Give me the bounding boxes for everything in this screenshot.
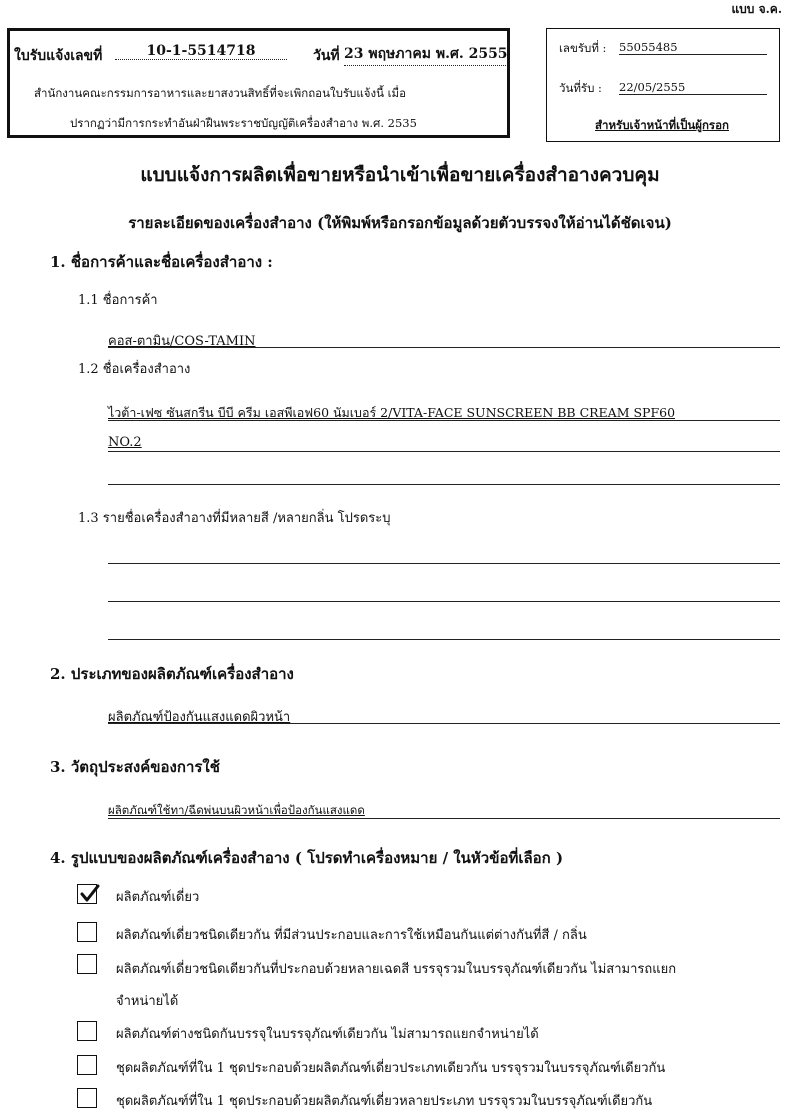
received-date-label: วันที่รับ : [559, 81, 602, 95]
section-2-heading: 2. ประเภทของผลิตภัณฑ์เครื่องสำอาง [50, 665, 294, 683]
product-type-line [108, 723, 780, 724]
receipt-number-label: ใบรับแจ้งเลขที่ [14, 48, 103, 64]
officer-box [546, 28, 780, 142]
product-name-label: 1.2 ชื่อเครื่องสำอาง [78, 362, 191, 377]
section-1-heading: 1. ชื่อการค้าและชื่อเครื่องสำอาง : [50, 253, 273, 271]
form-subtitle: รายละเอียดของเครื่องสำอาง (ให้พิมพ์หรือกรอกข้อมูลด้วยตัวบรรจงให้อ่านได้ชัดเจน) [128, 214, 672, 232]
product-name-line2 [108, 451, 780, 452]
option-same-type-color-scent-checkbox[interactable] [77, 922, 97, 942]
trade-name-line [108, 347, 780, 348]
officer-only-note: สำหรับเจ้าหน้าที่เป็นผู้กรอก [595, 118, 729, 132]
revocation-note-line1: สำนักงานคณะกรรมการอาหารและยาสงวนสิทธิ์ที่จะเพิกถอนใบรับแจ้งนี้ เมื่อ [34, 86, 407, 100]
option-different-types-label: ผลิตภัณฑ์ต่างชนิดกันบรรจุในบรรจุภัณฑ์เดียวกัน ไม่สามารถแยกจำหน่ายได้ [116, 1027, 539, 1042]
product-name-line1 [108, 420, 780, 421]
product-name-line3 [108, 484, 780, 485]
option-multi-shade-label: ผลิตภัณฑ์เดี่ยวชนิดเดียวกันที่ประกอบด้วยหลายเฉดสี บรรจุรวมในบรรจุภัณฑ์เดียวกัน ไม่สามารถแยก [116, 962, 677, 977]
registration-number-value: 55055485 [619, 40, 767, 55]
option-set-multi-type-label: ชุดผลิตภัณฑ์ที่ใน 1 ชุดประกอบด้วยผลิตภัณฑ์เดี่ยวหลายประเภท บรรจุรวมในบรรจุภัณฑ์เดียวกัน [116, 1094, 653, 1109]
trade-name-label: 1.1 ชื่อการค้า [78, 293, 158, 308]
option-set-same-type-label: ชุดผลิตภัณฑ์ที่ใน 1 ชุดประกอบด้วยผลิตภัณฑ์เดี่ยวประเภทเดียวกัน บรรจุรวมในบรรจุภัณฑ์เดียวกัน [116, 1061, 666, 1076]
option-different-types-checkbox[interactable] [77, 1021, 97, 1041]
product-name-value-line1: ไวต้า-เฟซ ซันสกรีน บีบี ครีม เอสพีเอฟ60 นัมเบอร์ 2/VITA-FACE SUNSCREEN BB CREAM SPF60 [108, 405, 676, 420]
form-title: แบบแจ้งการผลิตเพื่อขายหรือนำเข้าเพื่อขายเครื่องสำอางควบคุม [140, 164, 660, 186]
receipt-date-value: 23 พฤษภาคม พ.ศ. 2555 [344, 43, 506, 66]
registration-number-label: เลขรับที่ : [559, 41, 607, 55]
option-single-product-checkbox[interactable] [77, 884, 97, 904]
option-set-same-type-checkbox[interactable] [77, 1055, 97, 1075]
form-code: แบบ จ.ค. [731, 2, 782, 16]
trade-name-value: คอส-ตามิน/COS-TAMIN [108, 334, 256, 349]
option-single-product-label: ผลิตภัณฑ์เดี่ยว [116, 890, 200, 905]
option-same-type-color-scent-label: ผลิตภัณฑ์เดี่ยวชนิดเดียวกัน ที่มีส่วนประกอบและการใช้เหมือนกันแต่ต่างกันที่สี / กลิ่น [116, 928, 587, 943]
option-set-multi-type-checkbox[interactable] [77, 1088, 97, 1108]
revocation-note-line2: ปรากฏว่ามีการกระทำอันฝ่าฝืนพระราชบัญญัติเครื่องสำอาง พ.ศ. 2535 [70, 116, 417, 130]
received-date-value: 22/05/2555 [619, 80, 767, 95]
usage-purpose-value: ผลิตภัณฑ์ใช้ทา/ฉีดพ่นบนผิวหน้าเพื่อป้องกันแสงแดด [108, 803, 365, 817]
variants-label: 1.3 รายชื่อเครื่องสำอางที่มีหลายสี /หลายกลิ่น โปรดระบุ [78, 511, 391, 526]
option-multi-shade-checkbox[interactable] [77, 954, 97, 974]
product-type-value: ผลิตภัณฑ์ป้องกันแสงแดดผิวหน้า [108, 710, 291, 725]
variants-line1 [108, 563, 780, 564]
usage-purpose-line [108, 818, 780, 819]
variants-line2 [108, 601, 780, 602]
variants-line3 [108, 639, 780, 640]
receipt-number-value: 10-1-5514718 [115, 43, 287, 60]
option-multi-shade-label-cont: จำหน่ายได้ [116, 994, 179, 1009]
checkmark-icon [79, 883, 101, 905]
section-3-heading: 3. วัตถุประสงค์ของการใช้ [50, 758, 220, 776]
receipt-notice-box [7, 28, 510, 138]
product-name-value-line2: NO.2 [108, 435, 142, 450]
section-4-heading: 4. รูปแบบของผลิตภัณฑ์เครื่องสำอาง ( โปรดทำเครื่องหมาย / ในหัวข้อที่เลือก ) [50, 849, 564, 867]
receipt-date-label: วันที่ [313, 48, 340, 64]
